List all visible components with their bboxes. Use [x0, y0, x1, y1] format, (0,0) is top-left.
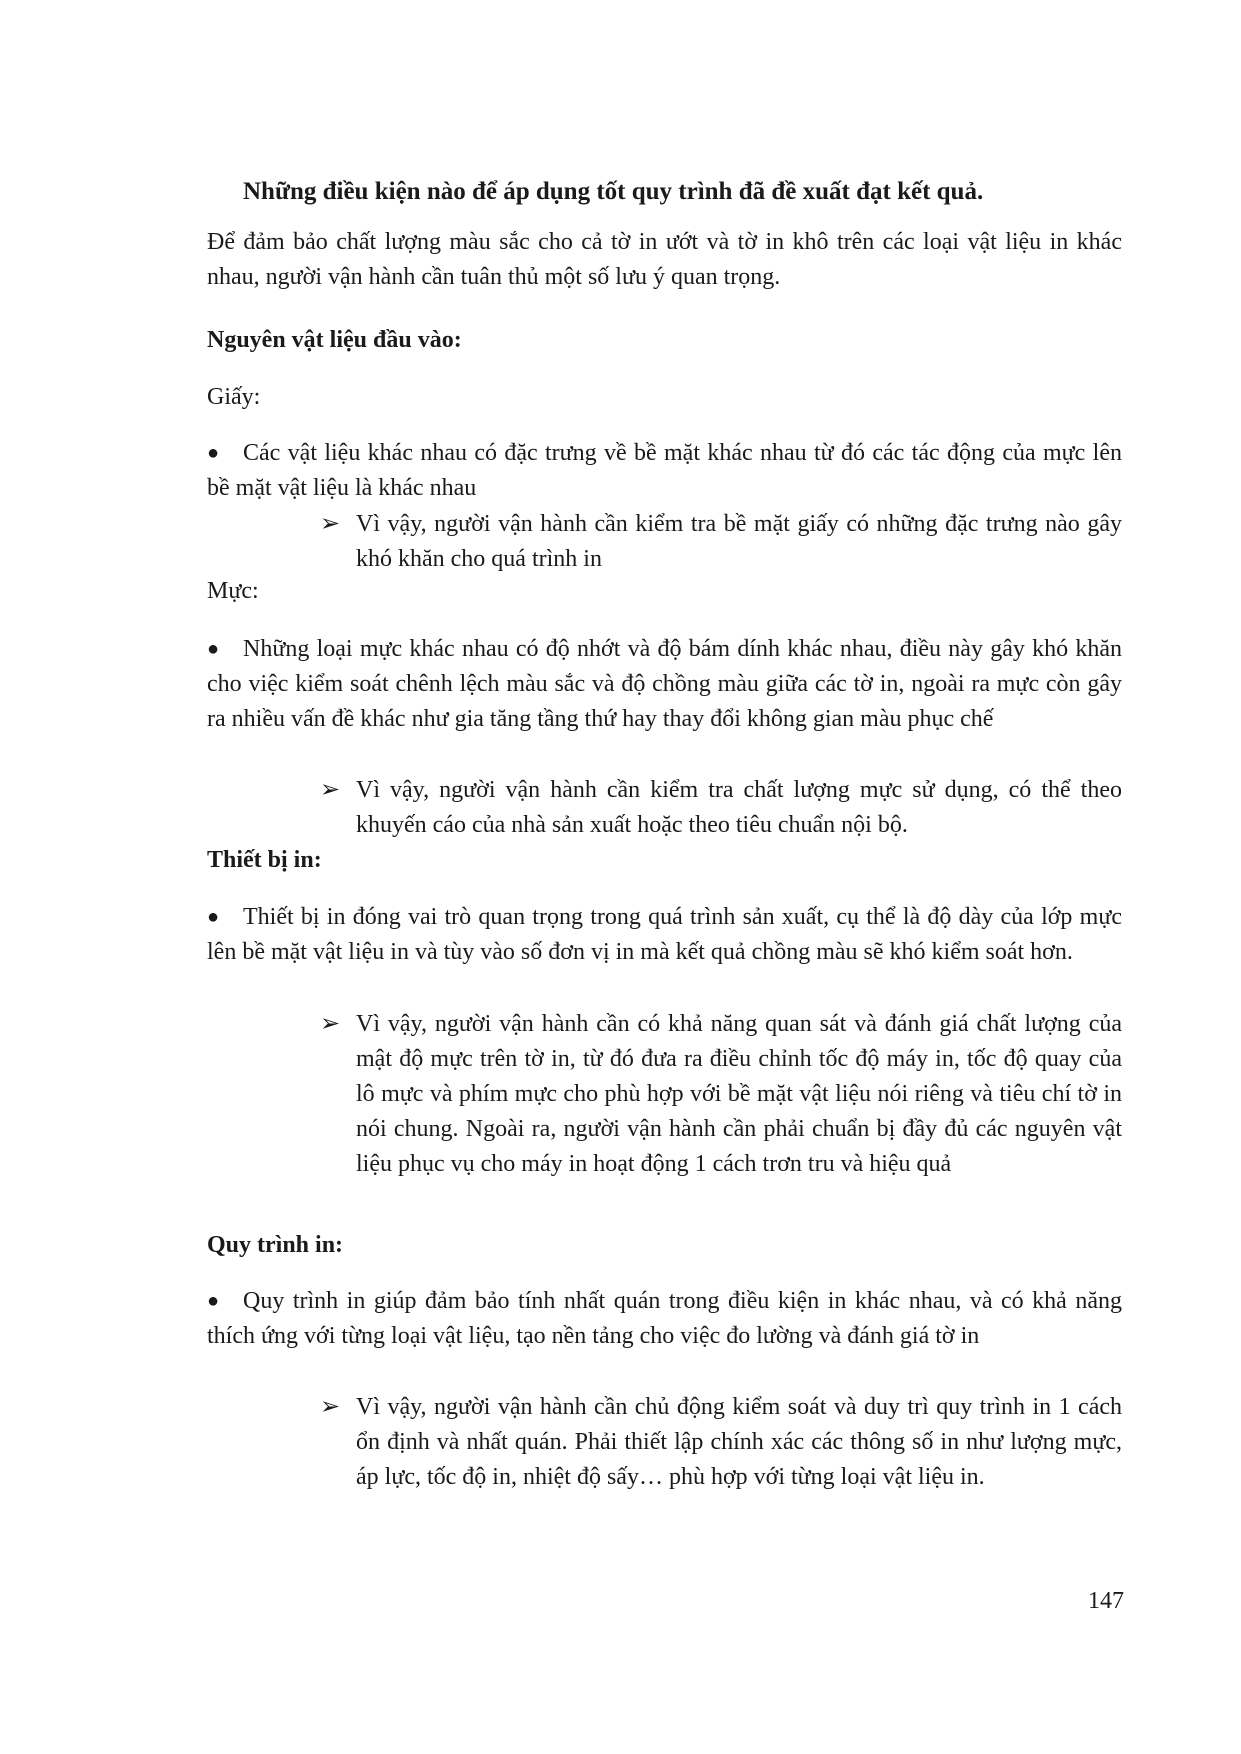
bullet-icon: ● — [207, 906, 220, 928]
section-title-equipment: Thiết bị in: — [207, 847, 322, 873]
arrow-icon: ➢ — [320, 511, 341, 537]
action-equipment — [320, 1007, 1122, 1182]
bullet-ink — [207, 632, 1122, 737]
arrow-icon: ➢ — [320, 1011, 341, 1037]
action-equipment-text: Vì vậy, người vận hành cần có khả năng quan sát và đánh giá chất lượng của mật độ mực trên tờ in, từ đó đưa ra điều chỉnh tốc độ máy in, tốc độ quay của lô mực và phím mực cho phù hợp với bề mặt vật liệu nói riêng và tiêu chí tờ in nói chung. Ngoài ra, người vận hành cần phải chuẩn bị đầy đủ các nguyên vật liệu phục vụ cho máy in hoạt động 1 cách trơn tru và hiệu quả — [356, 1011, 1122, 1177]
action-ink — [320, 773, 1122, 843]
arrow-icon: ➢ — [320, 1394, 341, 1420]
action-paper-text: Vì vậy, người vận hành cần kiểm tra bề mặt giấy có những đặc trưng nào gây khó khăn cho quá trình in — [356, 511, 1122, 572]
bullet-icon: ● — [207, 638, 220, 660]
bullet-icon: ● — [207, 1290, 220, 1312]
action-process-text: Vì vậy, người vận hành cần chủ động kiểm soát và duy trì quy trình in 1 cách ổn định và nhất quán. Phải thiết lập chính xác các thông số in như lượng mực, áp lực, tốc độ in, nhiệt độ sấy… phù hợp với từng loại vật liệu in. — [356, 1394, 1122, 1490]
bullet-paper — [207, 436, 1122, 506]
bullet-ink-text: Những loại mực khác nhau có độ nhớt và độ bám dính khác nhau, điều này gây khó khăn cho việc kiểm soát chênh lệch màu sắc và độ chồng màu giữa các tờ in, ngoài ra mực còn gây ra nhiều vấn đề khác như gia tăng tầng thứ hay thay đổi không gian màu phục chế — [207, 636, 1122, 732]
bullet-process — [207, 1284, 1122, 1354]
label-ink: Mực: — [207, 578, 259, 604]
action-paper — [320, 507, 1122, 577]
arrow-icon: ➢ — [320, 777, 341, 803]
bullet-equipment — [207, 900, 1122, 970]
section-title-process: Quy trình in: — [207, 1232, 344, 1258]
action-process — [320, 1390, 1122, 1495]
bullet-icon: ● — [207, 442, 220, 464]
section-title-materials: Nguyên vật liệu đầu vào: — [207, 327, 462, 353]
main-heading: Những điều kiện nào để áp dụng tốt quy trình đã đề xuất đạt kết quả. — [243, 178, 984, 205]
bullet-equipment-text: Thiết bị in đóng vai trò quan trọng trong quá trình sản xuất, cụ thể là độ dày của lớp mực lên bề mặt vật liệu in và tùy vào số đơn vị in mà kết quả chồng màu sẽ khó kiểm soát hơn. — [207, 904, 1122, 965]
page-number: 147 — [1088, 1588, 1124, 1614]
action-ink-text: Vì vậy, người vận hành cần kiểm tra chất lượng mực sử dụng, có thể theo khuyến cáo của nhà sản xuất hoặc theo tiêu chuẩn nội bộ. — [356, 777, 1122, 838]
label-paper: Giấy: — [207, 384, 261, 410]
bullet-paper-text: Các vật liệu khác nhau có đặc trưng về bề mặt khác nhau từ đó các tác động của mực lên bề mặt vật liệu là khác nhau — [207, 440, 1122, 501]
bullet-process-text: Quy trình in giúp đảm bảo tính nhất quán trong điều kiện in khác nhau, và có khả năng thích ứng với từng loại vật liệu, tạo nền tảng cho việc đo lường và đánh giá tờ in — [207, 1288, 1122, 1349]
intro-paragraph: Để đảm bảo chất lượng màu sắc cho cả tờ in ướt và tờ in khô trên các loại vật liệu in khác nhau, người vận hành cần tuân thủ một số lưu ý quan trọng. — [207, 229, 1122, 290]
